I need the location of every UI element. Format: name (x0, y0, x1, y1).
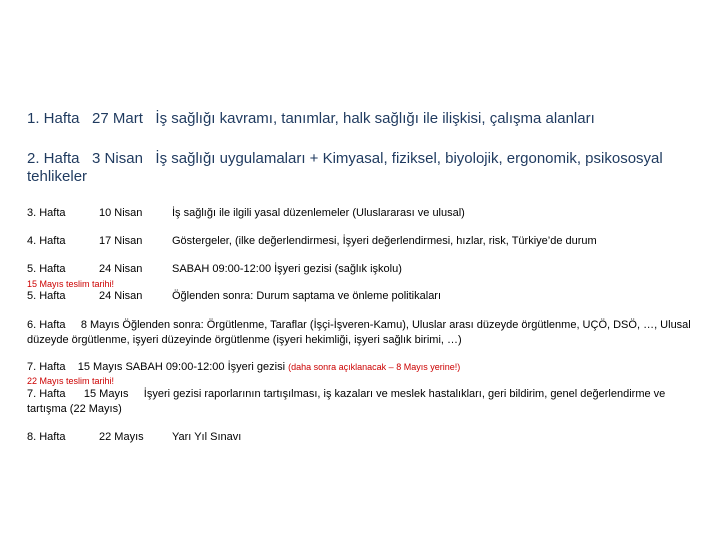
week-label: 4. Hafta (27, 235, 66, 247)
deadline-note-2: 22 Mayıs teslim tarihi! (27, 376, 115, 386)
week-4-line (27, 235, 707, 249)
week-date: 15 Mayıs (83, 388, 129, 400)
week-date: 17 Nisan (99, 235, 143, 247)
week-5-morning-line (27, 263, 707, 277)
week-date: 8 Mayıs (80, 319, 120, 331)
week-label: 5. Hafta (27, 263, 66, 275)
week-topic: İşyeri gezisi raporlarının tartışılması, iş kazaları ve meslek hastalıkları, geri bildirim, genel değerlendirme ve tartışma (22 Mayıs) (27, 388, 666, 415)
week-label: 8. Hafta (27, 431, 66, 443)
week-label: 2. Hafta (27, 150, 80, 167)
week-date: 10 Nisan (99, 207, 143, 219)
week-topic: Öğlenden sonra: Örgütlenme, Taraflar (İşçi-İşveren-Kamu), Uluslar arası düzeyde örgütlenme, UÇÖ, DSÖ, …, Ulusal düzeyde örgütlenme, işyeri düzeyinde örgütlenme (işyeri hekimliği, işyeri sağlık birimi, …) (27, 319, 691, 346)
week-date: 22 Mayıs (99, 431, 144, 443)
week-label: 5. Hafta (27, 290, 66, 302)
week-1-line (27, 110, 595, 127)
week-date: 24 Nisan (99, 290, 143, 302)
week-date: 24 Nisan (99, 263, 143, 275)
week-topic: Yarı Yıl Sınavı (172, 431, 242, 443)
week-2-line (27, 150, 697, 186)
week-label: 7. Hafta (27, 388, 66, 400)
week-8-line (27, 431, 707, 445)
week-date: 27 Mart (92, 110, 143, 127)
week-5-afternoon-line (27, 290, 707, 304)
week-label: 7. Hafta (27, 361, 66, 373)
week-7-morning-line (27, 361, 460, 373)
week-topic: Göstergeler, (ilke değerlendirmesi, İşyeri değerlendirmesi, hızlar, risk, Türkiye’de durum (172, 235, 597, 247)
week-label: 6. Hafta (27, 319, 66, 331)
week-label: 3. Hafta (27, 207, 66, 219)
week-3-line (27, 207, 707, 221)
week-topic: Öğlenden sonra: Durum saptama ve önleme politikaları (172, 290, 442, 302)
week-topic: İş sağlığı uygulamaları + Kimyasal, fiziksel, biyolojik, ergonomik, psikososyal tehlikeler (27, 150, 663, 185)
week-note: (daha sonra açıklanacak – 8 Mayıs yerine!) (288, 362, 461, 372)
week-topic: SABAH 09:00-12:00 İşyeri gezisi (125, 361, 286, 373)
week-topic: SABAH 09:00-12:00 İşyeri gezisi (sağlık işkolu) (172, 263, 402, 275)
week-7-report-line (27, 387, 697, 417)
week-date: 3 Nisan (92, 150, 143, 167)
deadline-note-1: 15 Mayıs teslim tarihi! (27, 279, 115, 289)
week-6-line (27, 318, 697, 348)
week-topic: İş sağlığı kavramı, tanımlar, halk sağlığı ile ilişkisi, çalışma alanları (155, 110, 595, 127)
week-date: 15 Mayıs (77, 361, 123, 373)
week-label: 1. Hafta (27, 110, 80, 127)
week-topic: İş sağlığı ile ilgili yasal düzenlemeler (Uluslararası ve ulusal) (172, 207, 465, 219)
